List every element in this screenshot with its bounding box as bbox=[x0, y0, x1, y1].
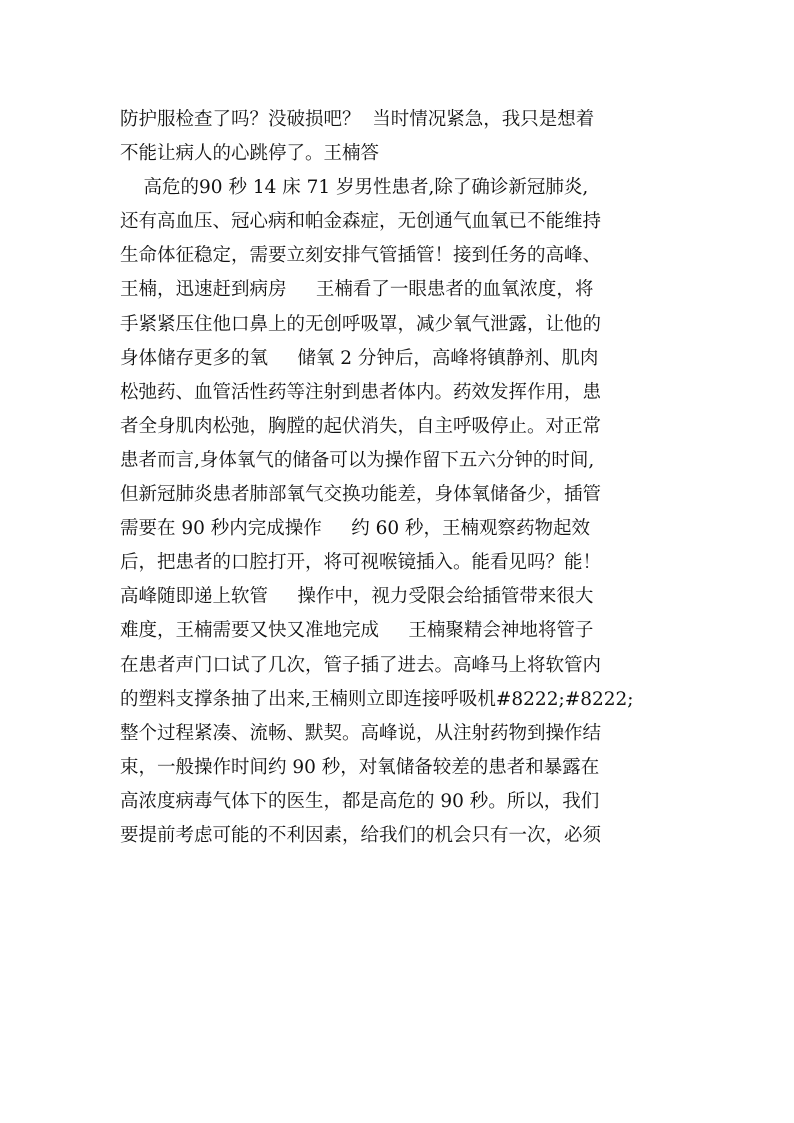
text-line: 在患者声门口试了几次，管子插了进去。高峰马上将软管内 bbox=[120, 654, 602, 676]
text-line: 手紧紧压住他口鼻上的无创呼吸罩，减少氧气泄露，让他的 bbox=[120, 313, 602, 335]
text-line: 患者而言,身体氧气的储备可以为操作留下五六分钟的时间, bbox=[120, 449, 595, 471]
text-line: 高危的90 秒 14 床 71 岁男性患者,除了确诊新冠肺炎, bbox=[120, 177, 589, 199]
text-line: 但新冠肺炎患者肺部氧气交换功能差，身体氧储备少，插管 bbox=[120, 484, 602, 506]
text-line: 束，一般操作时间约 90 秒，对氧储备较差的患者和暴露在 bbox=[120, 756, 600, 778]
body-text bbox=[120, 103, 680, 853]
text-line: 生命体征稳定，需要立刻安排气管插管！接到任务的高峰、 bbox=[120, 245, 602, 267]
text-line: 后，把患者的口腔打开，将可视喉镜插入。能看见吗？能！ bbox=[120, 552, 602, 574]
text-line: 松弛药、血管活性药等注射到患者体内。药效发挥作用，患 bbox=[120, 381, 602, 403]
text-line: 整个过程紧凑、流畅、默契。高峰说，从注射药物到操作结 bbox=[120, 722, 602, 744]
text-line: 防护服检查了吗？没破损吧？ 当时情况紧急，我只是想着 bbox=[120, 109, 595, 130]
text-line: 不能让病人的心跳停了。王楠答 bbox=[120, 143, 380, 165]
text-line: 难度，王楠需要又快又准地完成 王楠聚精会神地将管子 bbox=[120, 620, 594, 642]
text-line: 要提前考虑可能的不利因素，给我们的机会只有一次，必须 bbox=[120, 824, 602, 846]
text-line: 的塑料支撑条抽了出来,王楠则立即连接呼吸机#8222;#8222; bbox=[120, 688, 634, 710]
text-line: 者全身肌肉松弛，胸膛的起伏消失，自主呼吸停止。对正常 bbox=[120, 415, 602, 437]
text-line: 还有高血压、冠心病和帕金森症，无创通气血氧已不能维持 bbox=[120, 211, 602, 233]
text-line: 高峰随即递上软管 操作中，视力受限会给插管带来很大 bbox=[120, 586, 594, 608]
text-line: 需要在 90 秒内完成操作 约 60 秒，王楠观察药物起效 bbox=[120, 518, 591, 540]
text-line: 高浓度病毒气体下的医生，都是高危的 90 秒。所以，我们 bbox=[120, 790, 600, 812]
text-line: 身体储存更多的氧 储氧 2 分钟后，高峰将镇静剂、肌肉 bbox=[120, 347, 599, 369]
text-line: 王楠，迅速赶到病房 王楠看了一眼患者的血氧浓度，将 bbox=[120, 279, 594, 301]
